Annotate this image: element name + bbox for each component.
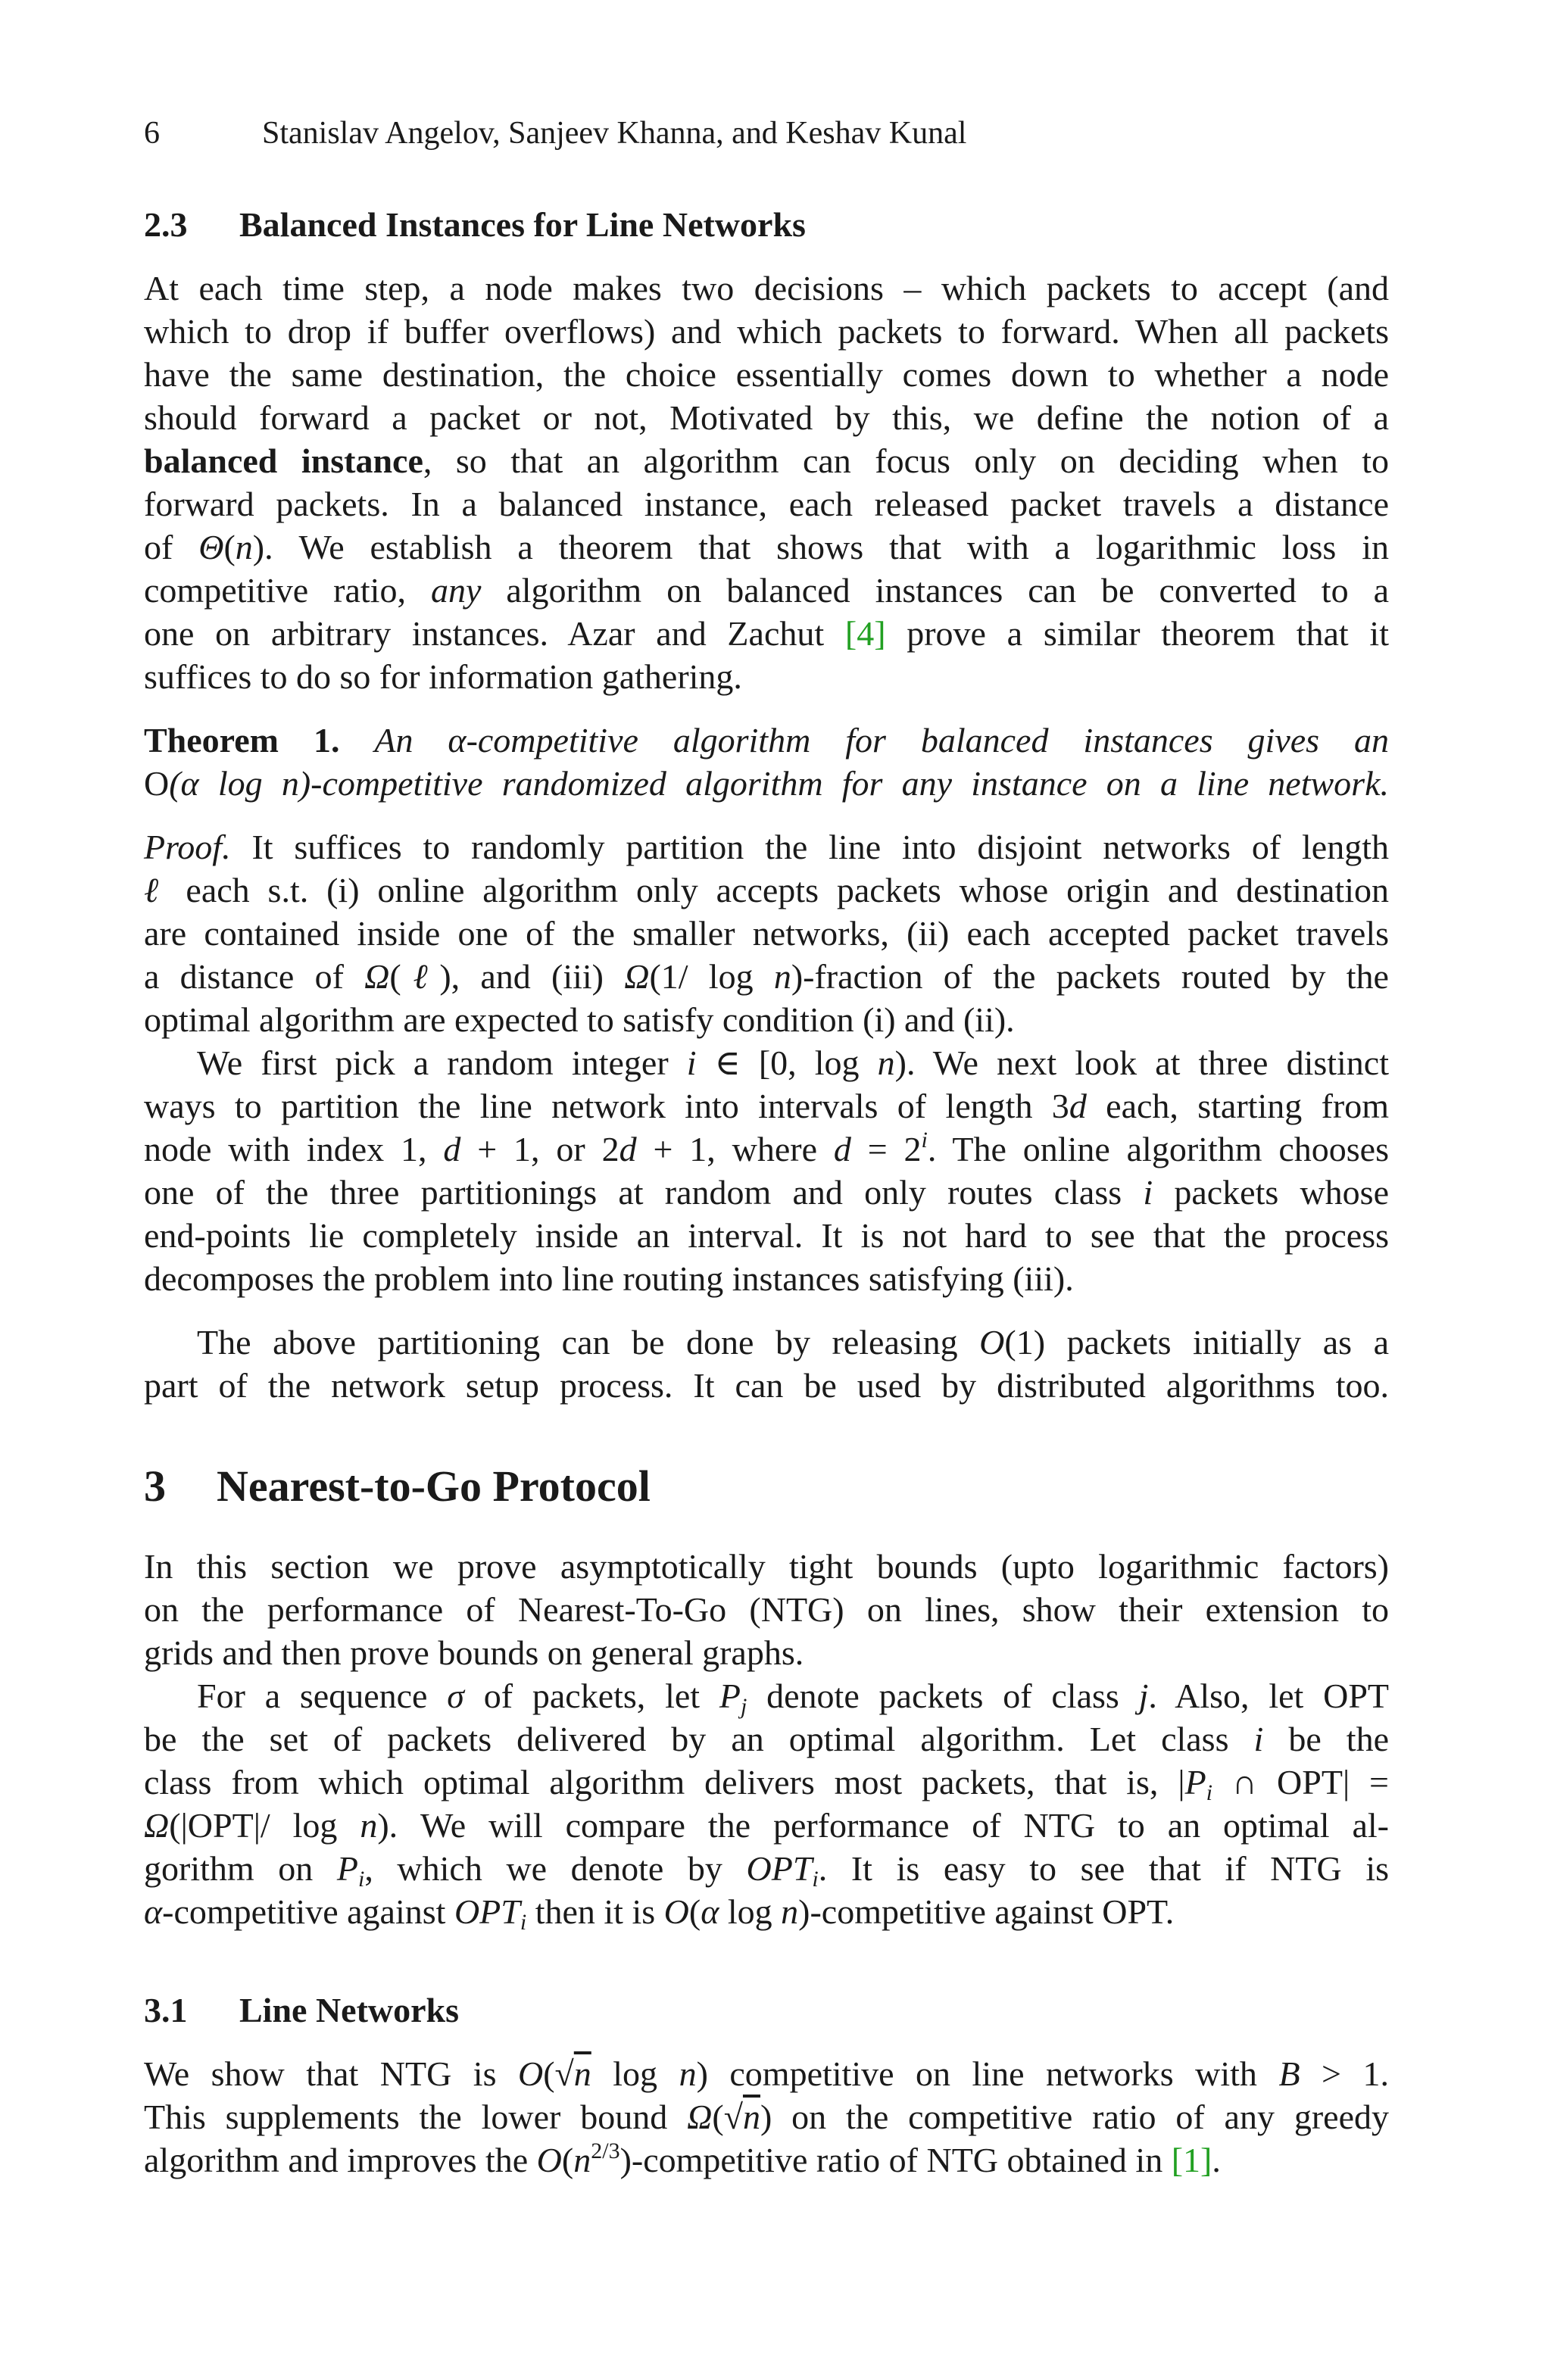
text-line: Ω(|OPT|/ log n). We will compare the performance of NTG to an optimal al-: [144, 1806, 1390, 1845]
text-line: This supplements the lower bound Ω(√n) on the competitive ratio of any greedy: [144, 2098, 1389, 2136]
proof-label: Proof.: [144, 828, 231, 866]
proof-line: one of the three partitionings at random and only routes class i packets whose: [144, 1173, 1389, 1212]
text-line: forward packets. In a balanced instance, each released packet travels a distance: [144, 485, 1389, 523]
text-line: suffices to do so for information gathering.: [144, 657, 742, 696]
section-2-3-heading: [144, 203, 806, 246]
page-number: 6: [144, 116, 160, 151]
theorem-line: Theorem 1. An α-competitive algorithm for balanced instances gives an: [144, 721, 1389, 760]
section-number: 2.3: [144, 205, 188, 244]
theorem-label: Theorem 1.: [144, 721, 340, 760]
text-line: one on arbitrary instances. Azar and Zachut [4] prove a similar theorem that it: [144, 614, 1389, 653]
text-line: At each time step, a node makes two decisions – which packets to accept (and: [144, 269, 1389, 307]
proof-line: decomposes the problem into line routing instances satisfying (iii).: [144, 1259, 1074, 1298]
proof-line: The above partitioning can be done by releasing O(1) packets initially as a: [197, 1323, 1390, 1362]
proof-line: ways to partition the line network into intervals of length 3d each, starting from: [144, 1087, 1389, 1125]
text-line: We show that NTG is O(√n log n) competitive on line networks with B > 1.: [144, 2054, 1389, 2093]
text-line: algorithm and improves the $O(n^{2/3})$-competitive ratio of NTG obtained in [1].: [144, 2138, 1221, 2179]
proof-line: Proof. It suffices to randomly partition the line into disjoint networks of length: [144, 828, 1389, 866]
section-title: Balanced Instances for Line Networks: [239, 205, 806, 244]
text-line: In this section we prove asymptotically tight bounds (upto logarithmic factors): [144, 1547, 1389, 1586]
text-line: α-competitive against $OPT_i$ then it is O(α log n)-competitive against OPT.: [144, 1892, 1175, 1935]
bold-term: balanced instance: [144, 441, 423, 480]
section-3-1-heading: [144, 1989, 459, 2032]
section-number: 3: [144, 1461, 166, 1511]
text-line: of Θ(n). We establish a theorem that shows that with a logarithmic loss in: [144, 528, 1389, 566]
proof-line: node with index 1, d + 1, or 2d + 1, where $d = 2^i$. The online algorithm chooses: [144, 1128, 1389, 1168]
section-title: Line Networks: [239, 1991, 460, 2029]
text-line: balanced instance, so that an algorithm can focus only on deciding when to: [144, 441, 1389, 480]
text-line: which to drop if buffer overflows) and which packets to forward. When all packets: [144, 312, 1389, 351]
text-line: For a sequence σ of packets, let $P_j$ denote packets of class j. Also, let OPT: [197, 1677, 1389, 1719]
proof-line: part of the network setup process. It can be used by distributed algorithms too.: [144, 1366, 1389, 1405]
text-line: grids and then prove bounds on general graphs.: [144, 1633, 804, 1672]
theorem-line: O(α log n)-competitive randomized algorithm for any instance on a line network.: [144, 764, 1389, 803]
text-line: class from which optimal algorithm delivers most packets, that is, $|P_i$ ∩ OPT| =: [144, 1763, 1389, 1805]
proof-line: end-points lie completely inside an interval. It is not hard to see that the process: [144, 1216, 1389, 1255]
text-line: competitive ratio, any algorithm on balanced instances can be converted to a: [144, 571, 1389, 610]
section-number: 3.1: [144, 1991, 188, 2029]
proof-line: We first pick a random integer i ∈ [0, log n). We next look at three distinct: [197, 1043, 1390, 1082]
proof-line: optimal algorithm are expected to satisfy condition (i) and (ii).: [144, 1000, 1015, 1039]
proof-line: ℓ each s.t. (i) online algorithm only accepts packets whose origin and destination: [144, 871, 1389, 909]
text-line: on the performance of Nearest-To-Go (NTG) on lines, show their extension to: [144, 1590, 1389, 1629]
proof-line: are contained inside one of the smaller networks, (ii) each accepted packet travels: [144, 914, 1389, 953]
citation-link[interactable]: [4]: [844, 614, 886, 653]
text-line: should forward a packet or not, Motivated by this, we define the notion of a: [144, 398, 1389, 437]
text-line: be the set of packets delivered by an optimal algorithm. Let class i be the: [144, 1720, 1389, 1758]
running-head: Stanislav Angelov, Sanjeev Khanna, and Keshav Kunal: [262, 116, 967, 151]
citation-link[interactable]: [1]: [1171, 2141, 1212, 2179]
text-line: have the same destination, the choice essentially comes down to whether a node: [144, 355, 1389, 394]
section-title: Nearest-to-Go Protocol: [217, 1461, 651, 1511]
proof-line: a distance of Ω(ℓ), and (iii) Ω(1/ log n)-fraction of the packets routed by the: [144, 957, 1389, 996]
text-line: gorithm on $P_i$, which we denote by $OPT_i$. It is easy to see that if NTG is: [144, 1849, 1390, 1892]
section-3-heading: [144, 1460, 651, 1513]
